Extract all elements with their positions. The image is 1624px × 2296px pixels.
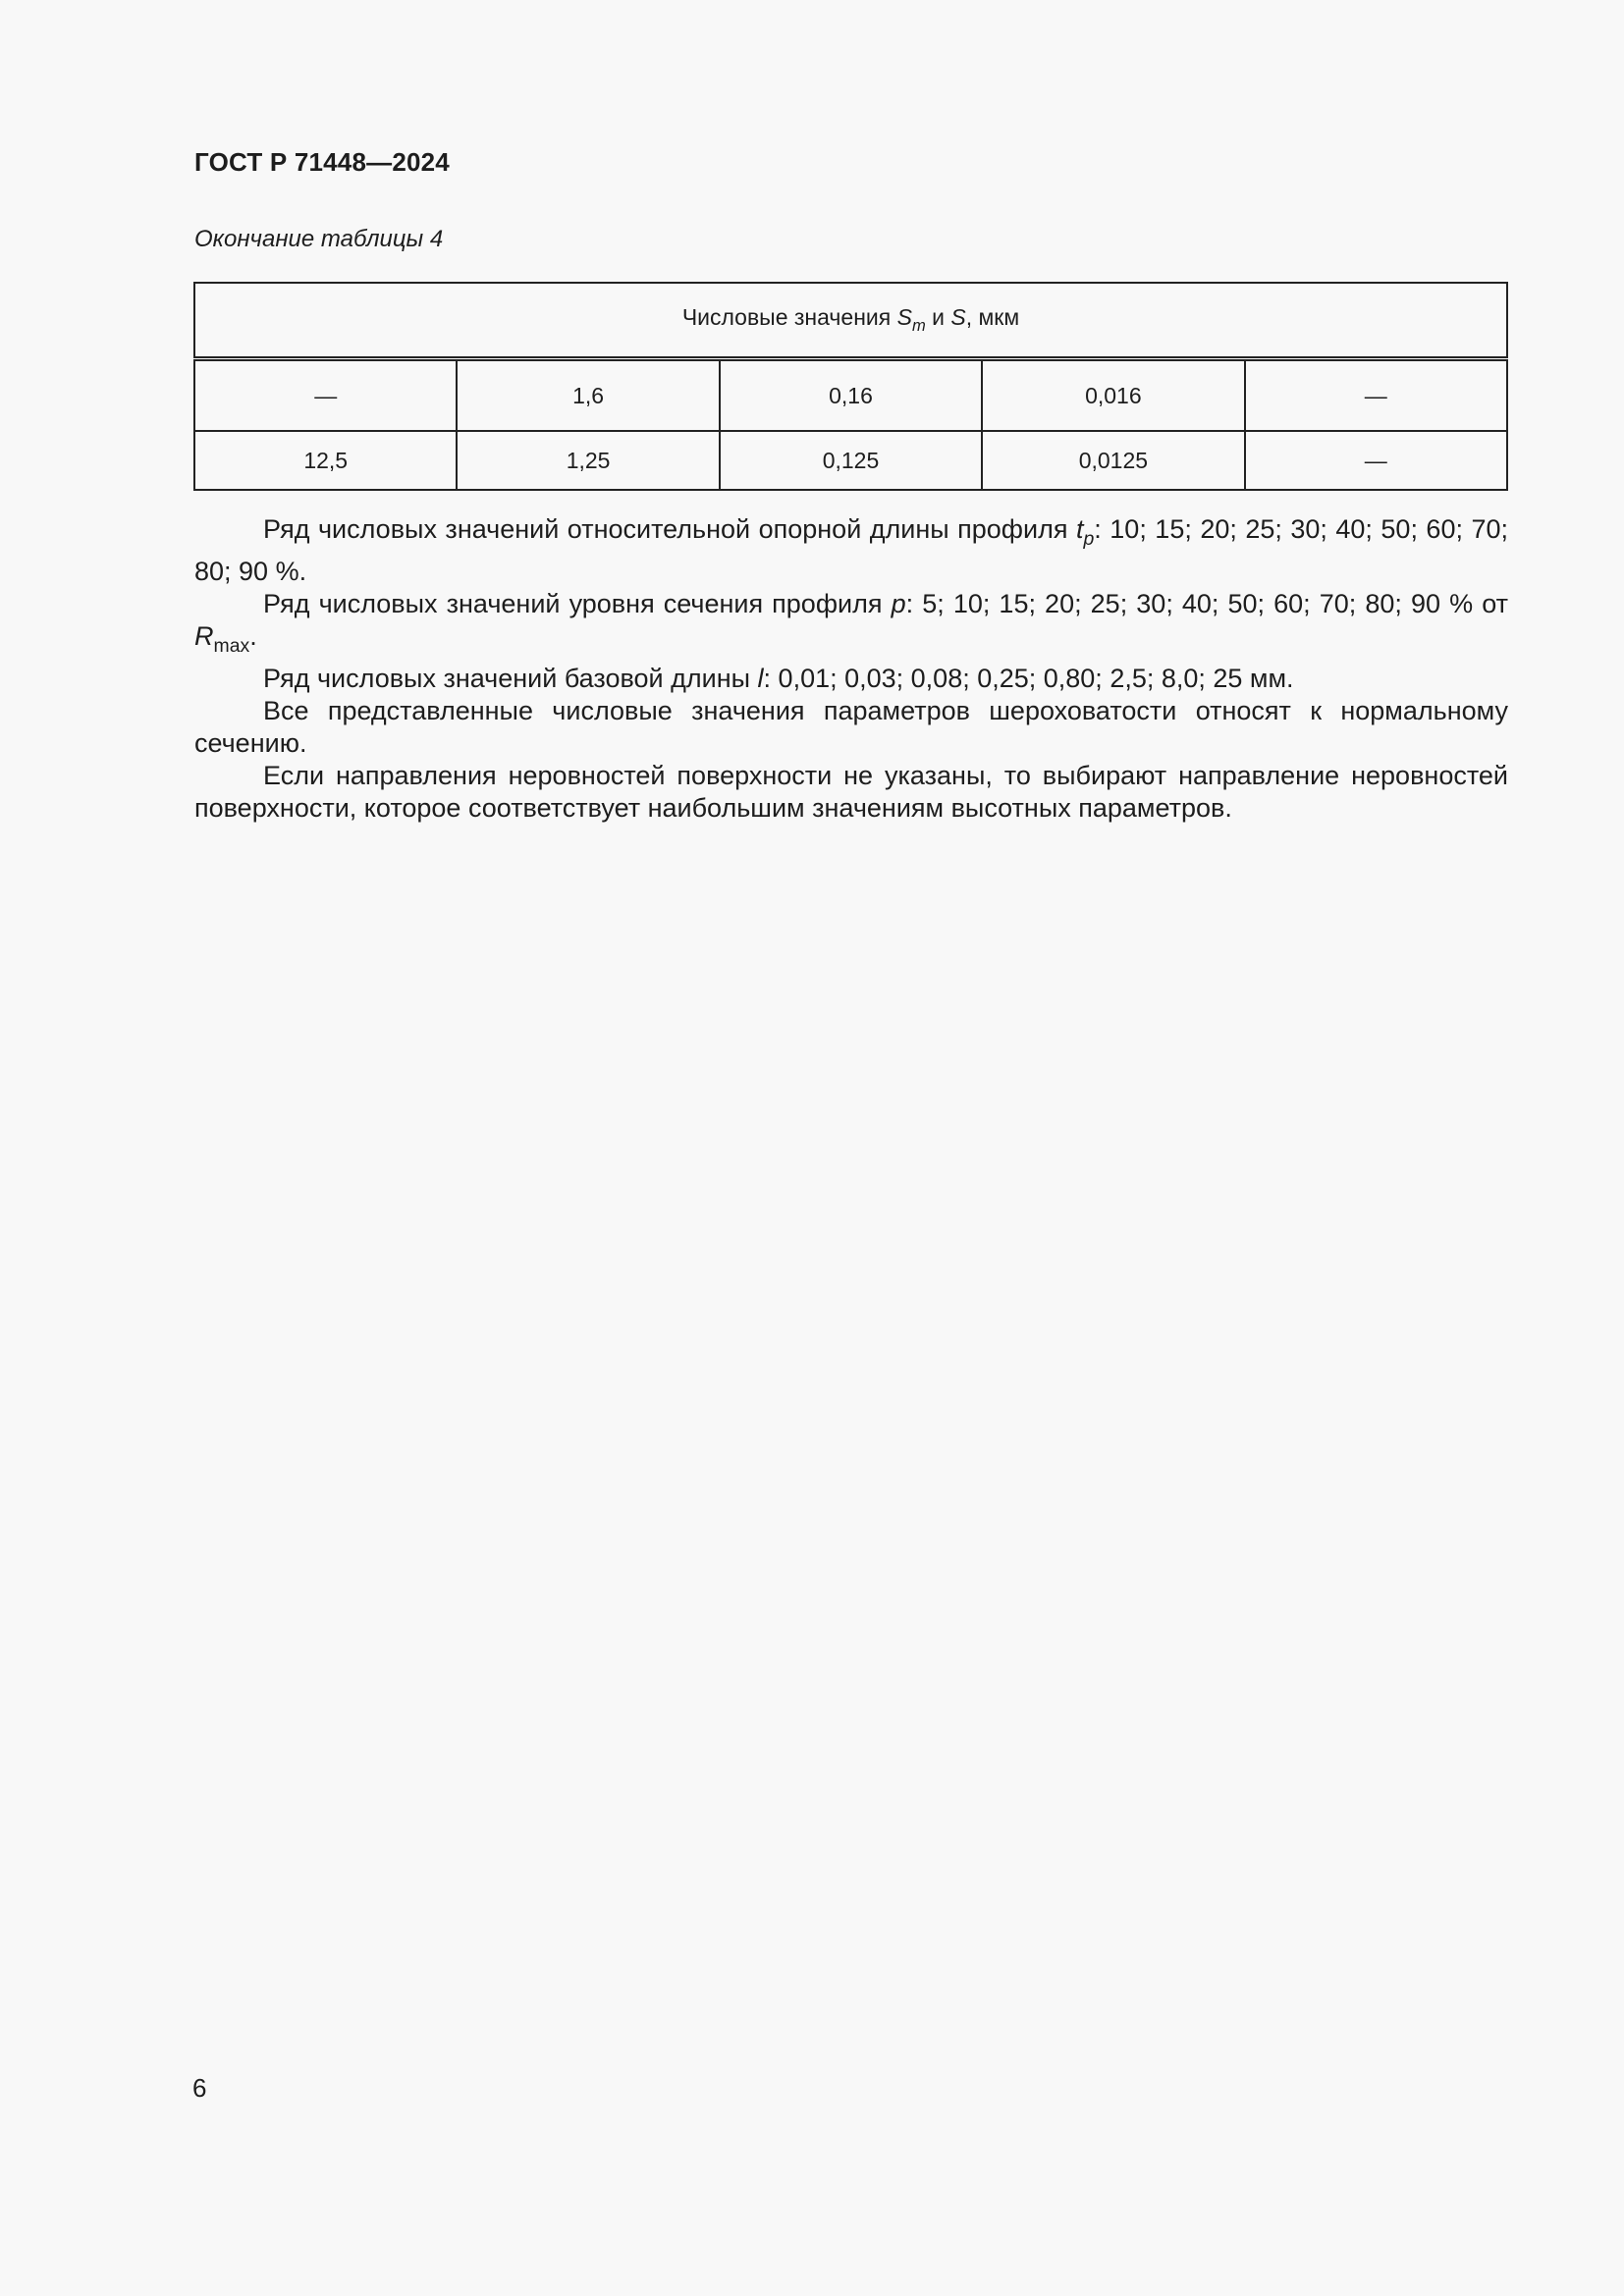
paragraph-text: . <box>249 620 257 651</box>
table-row <box>194 431 1507 490</box>
table-header-text-mid: и <box>925 304 951 331</box>
page-number: 6 <box>192 2073 207 2103</box>
table-header-cell <box>194 283 1507 359</box>
paragraph-l-series <box>194 663 1508 695</box>
table-cell: 1,6 <box>457 359 719 432</box>
paragraph-p-series <box>194 588 1508 663</box>
paragraph-text: : 0,01; 0,03; 0,08; 0,25; 0,80; 2,5; 8,0; 25 мм. <box>763 663 1294 693</box>
table-caption: Окончание таблицы 4 <box>194 226 444 252</box>
symbol-s: S <box>896 304 912 331</box>
symbol-r-subscript: max <box>213 634 250 657</box>
paragraph-direction: Если направления неровностей поверхности не указаны, то выбирают направление неровностей поверхности, которое соответствует наибольшим значениям высотных параметров. <box>194 760 1508 823</box>
table-cell: — <box>194 359 457 432</box>
symbol-s-subscript: m <box>911 315 926 335</box>
table-cell: 1,25 <box>457 431 719 490</box>
paragraph-text: Ряд числовых значений базовой длины <box>263 663 758 693</box>
table-row <box>194 359 1507 432</box>
table-cell: — <box>1245 359 1507 432</box>
paragraph-tp-series <box>194 513 1508 588</box>
symbol-t: t <box>1075 514 1084 544</box>
symbol-p: p <box>891 588 906 618</box>
values-table <box>193 282 1508 491</box>
table-cell: 12,5 <box>194 431 457 490</box>
table-cell: 0,0125 <box>982 431 1244 490</box>
paragraph-text: : 10; 15; 20; 25; 30; 40; 50; 60; 70; 80; 90 %. <box>194 514 1508 586</box>
paragraph-normal-section: Все представленные числовые значения параметров шероховатости относят к нормальному сечению. <box>194 695 1508 758</box>
table-header-row <box>194 283 1507 359</box>
paragraph-text: Ряд числовых значений относительной опорной длины профиля <box>263 514 1076 544</box>
table-cell: 0,125 <box>720 431 982 490</box>
paragraph-text: : 5; 10; 15; 20; 25; 30; 40; 50; 60; 70; 80; 90 % от <box>905 588 1508 618</box>
symbol-r: R <box>194 620 214 651</box>
table-cell: 0,16 <box>720 359 982 432</box>
symbol-t-subscript: p <box>1083 527 1095 550</box>
table-header-text-before: Числовые значения <box>681 304 897 331</box>
table-header-text-after: , мкм <box>965 304 1020 331</box>
table-cell: — <box>1245 431 1507 490</box>
symbol-l: l <box>757 663 764 693</box>
symbol-s2: S <box>950 304 966 331</box>
table-cell: 0,016 <box>982 359 1244 432</box>
body-text <box>194 513 1508 825</box>
page-header: ГОСТ Р 71448—2024 <box>194 147 450 177</box>
paragraph-text: Ряд числовых значений уровня сечения профиля <box>263 588 892 618</box>
